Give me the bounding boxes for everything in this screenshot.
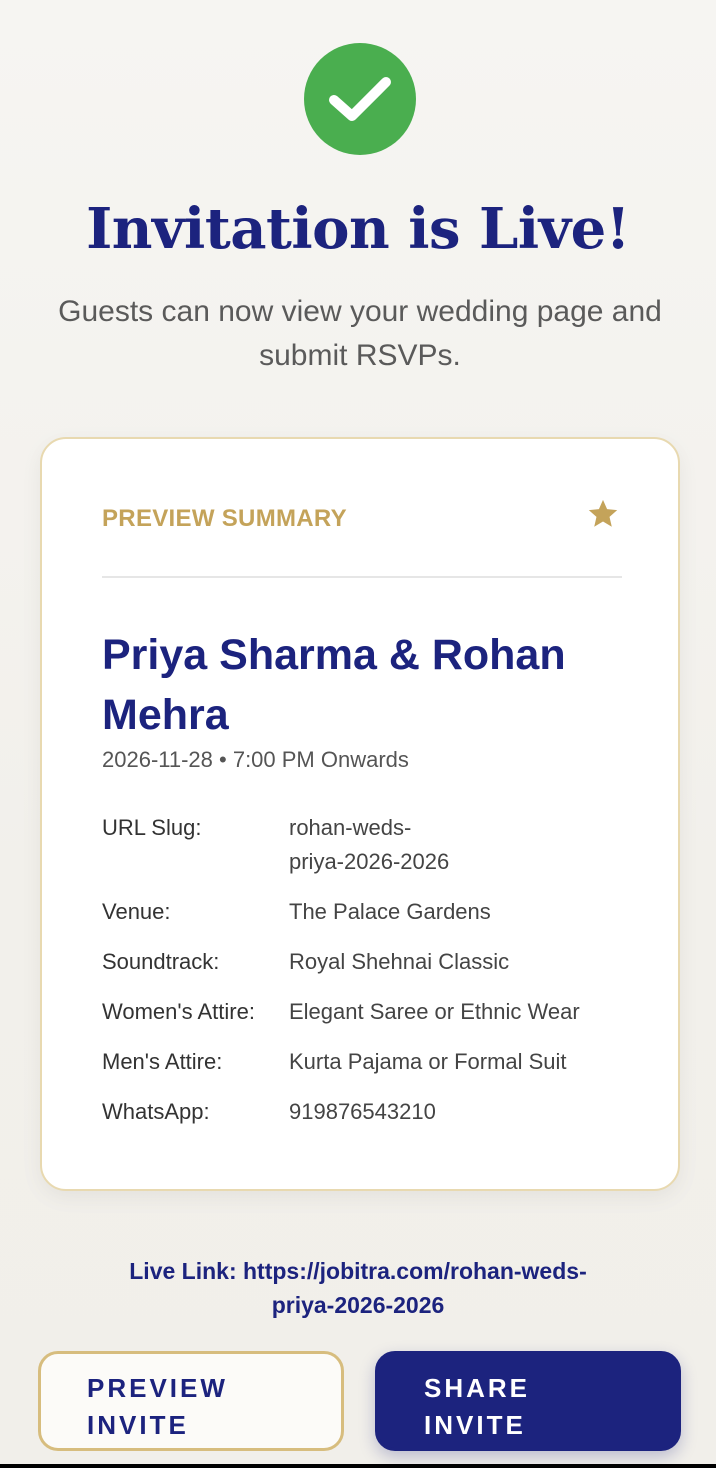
preview-summary-card (40, 437, 680, 1191)
detail-row-mens-attire (102, 1045, 622, 1079)
detail-row-soundtrack (102, 945, 622, 979)
detail-row-womens-attire (102, 995, 622, 1029)
check-icon (328, 74, 392, 124)
detail-key: WhatsApp: (102, 1099, 210, 1124)
detail-key: Women's Attire: (102, 999, 255, 1024)
detail-key: URL Slug: (102, 815, 202, 840)
detail-row-whatsapp (102, 1095, 622, 1129)
detail-value: Kurta Pajama or Formal Suit (289, 1049, 567, 1074)
detail-key: Soundtrack: (102, 949, 220, 974)
preview-invite-label: PREVIEW INVITE (87, 1373, 228, 1440)
page-title: Invitation is Live! (86, 196, 630, 262)
share-invite-button[interactable] (375, 1351, 681, 1451)
card-divider (102, 576, 622, 578)
card-label: PREVIEW SUMMARY (102, 505, 347, 532)
share-invite-label: SHARE INVITE (424, 1373, 531, 1440)
detail-value: Royal Shehnai Classic (289, 949, 510, 974)
event-date-time: 2026-11-28 • 7:00 PM Onwards (102, 747, 409, 772)
couple-names: Priya Sharma & Rohan Mehra (102, 631, 566, 739)
detail-key: Venue: (102, 899, 171, 924)
detail-row-url-slug (102, 811, 622, 879)
detail-key: Men's Attire: (102, 1049, 223, 1074)
detail-value: rohan-weds- priya-2026-2026 (289, 815, 450, 874)
bottom-edge (0, 1464, 716, 1468)
detail-value: Elegant Saree or Ethnic Wear (289, 999, 580, 1024)
star-icon (586, 497, 620, 531)
preview-invite-button[interactable] (38, 1351, 344, 1451)
detail-row-venue (102, 895, 622, 929)
detail-value: 919876543210 (289, 1099, 436, 1124)
page-subtitle: Guests can now view your wedding page and submit RSVPs. (58, 295, 662, 372)
success-check-badge (304, 43, 416, 155)
detail-value: The Palace Gardens (289, 899, 491, 924)
details-list (102, 811, 622, 1145)
live-link[interactable]: Live Link: https://jobitra.com/rohan-weds-priya-2026-2026 (129, 1258, 587, 1318)
